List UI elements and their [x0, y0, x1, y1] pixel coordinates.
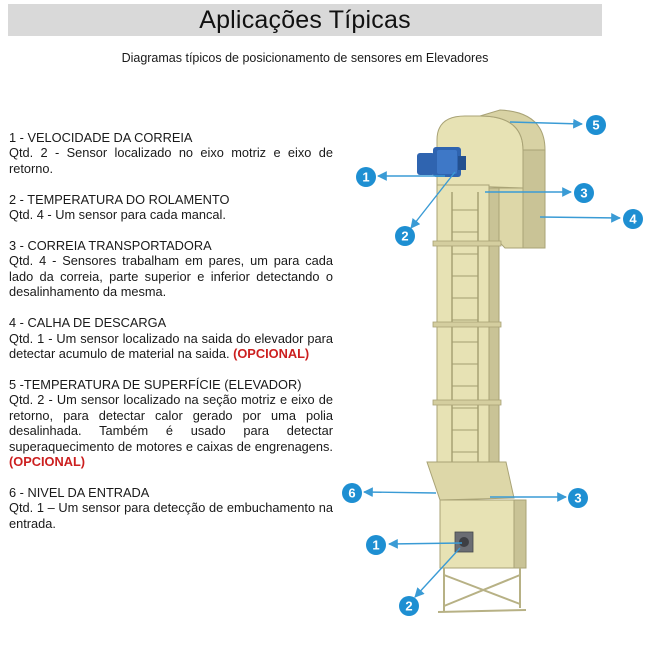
- section-body: Qtd. 1 – Um sensor para detecção de embuchamento na entrada.: [9, 500, 333, 531]
- callout-badge-4: [623, 209, 643, 229]
- optional-tag: (OPCIONAL): [233, 345, 310, 361]
- section-body: Qtd. 4 - Um sensor para cada mancal.: [9, 207, 226, 223]
- section-heading: 4 - CALHA DE DESCARGA: [9, 315, 167, 331]
- badge-number: 2: [405, 598, 413, 614]
- page-title: Aplicações Típicas: [199, 5, 411, 34]
- title-bar: [8, 4, 602, 36]
- callout-badge-2-bottom: [399, 596, 419, 616]
- section-heading: 2 - TEMPERATURA DO ROLAMENTO: [9, 191, 230, 207]
- badge-number: 4: [629, 211, 637, 227]
- callout-badge-1-bottom: [366, 535, 386, 555]
- badge-number: 2: [401, 228, 409, 244]
- section-heading: 5 -TEMPERATURA DE SUPERFÍCIE (ELEVADOR): [9, 376, 302, 392]
- sensor-sections: [9, 130, 333, 547]
- badge-number: 3: [574, 490, 582, 506]
- section-body-text: Qtd. 2 - Um sensor localizado na seção motriz e eixo de retorno, para detectar calor gerado por uma polia desalinhada. Também é usado para detectar superaquecimento de motores e caixas de engrenagens.: [9, 392, 333, 454]
- callout-badge-2-top: [395, 226, 415, 246]
- callout-badge-3-bottom: [568, 488, 588, 508]
- page-subtitle: Diagramas típicos de posicionamento de sensores em Elevadores: [121, 51, 489, 65]
- section-conveyor-belt: [9, 238, 333, 300]
- section-belt-speed: [9, 130, 333, 176]
- section-heading: 1 - VELOCIDADE DA CORREIA: [9, 130, 193, 145]
- section-body: [9, 392, 333, 469]
- section-surface-temperature: [9, 377, 333, 469]
- bucket-elevator-diagram: [335, 100, 648, 640]
- section-body: Qtd. 2 - Sensor localizado no eixo motriz e eixo de retorno.: [9, 145, 333, 176]
- section-heading: 6 - NIVEL DA ENTRADA: [9, 484, 150, 500]
- callout-badge-1-top: [356, 167, 376, 187]
- section-heading: 3 - CORREIA TRANSPORTADORA: [9, 238, 212, 254]
- section-body-text: Qtd. 1 - Um sensor localizado na saida do elevador para detectar acumulo de material na saida.: [9, 330, 333, 361]
- badge-number: 1: [362, 169, 370, 185]
- badge-number: 5: [592, 117, 600, 133]
- callout-badge-5: [586, 115, 606, 135]
- elevator-structure: [417, 110, 545, 612]
- section-bearing-temperature: [9, 192, 333, 223]
- section-discharge-chute: [9, 315, 333, 361]
- badge-number: 6: [348, 485, 356, 501]
- badge-number: 1: [372, 537, 380, 553]
- section-body: [9, 331, 333, 362]
- badge-number: 3: [580, 185, 588, 201]
- section-body: Qtd. 4 - Sensores trabalham em pares, um para cada lado da correia, parte superior e inferior detectando o desalinhamento da mesma.: [9, 253, 333, 300]
- callout-badge-3-top: [574, 183, 594, 203]
- optional-tag: (OPCIONAL): [9, 453, 86, 469]
- callout-badge-6: [342, 483, 362, 503]
- section-inlet-level: [9, 485, 333, 531]
